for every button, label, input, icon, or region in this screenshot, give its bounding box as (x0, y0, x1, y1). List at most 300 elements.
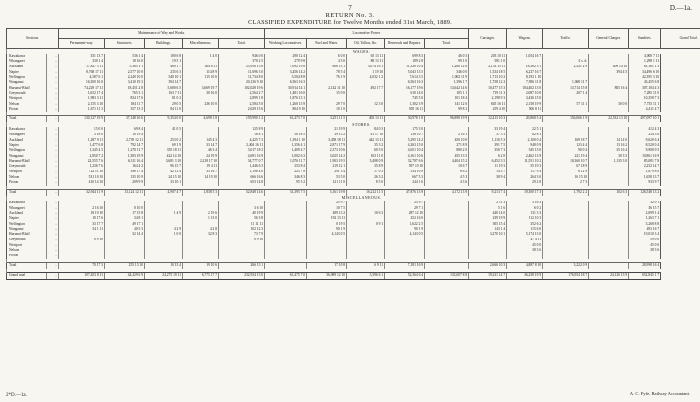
table-cell: 15 0 0 (59, 127, 105, 132)
table-cell: 4,425 7 3 (219, 138, 265, 143)
table-cell: 2,133 15 11 (469, 65, 507, 70)
table-cell: 1,983 3 11 (59, 96, 105, 101)
row-label: Auckland (7, 65, 47, 70)
table-cell: 9,354 0 0 (145, 116, 183, 123)
table-cell: 3,458 18 11 (307, 138, 347, 143)
table-cell: 40 5 3 (105, 227, 145, 232)
table-cell: 2,373 10 6 (307, 148, 347, 153)
table-cell: 78 5 4 (307, 70, 347, 75)
table-cell: 6 0 2 (507, 206, 543, 211)
table-cell: .. (47, 211, 59, 216)
table-cell: 834 17 6 (105, 96, 145, 101)
table-cell: 223 7 8 (265, 170, 307, 175)
table-cell: 1,758 12 2 (469, 80, 507, 85)
table-cell: 356 7 3 (469, 148, 507, 153)
table-cell: 101 18 4 (425, 96, 469, 101)
table-cell: 12,413 10 3 (469, 116, 507, 123)
table-cell: 5,295 14 2 (385, 138, 425, 143)
table-cell: 287 12 10 (385, 211, 425, 216)
header-general-charges: General Charges. (589, 29, 629, 49)
table-cell: 2,584 5 0 (219, 102, 265, 107)
table-cell: 221 19 4 (543, 154, 589, 159)
table-cell: 2,850 7 2 (59, 154, 105, 159)
table-cell: 1,116 5 3 (469, 138, 507, 143)
table-cell: 10 1 0 (307, 107, 347, 112)
table-cell: 17 10 8 (307, 262, 347, 269)
table-cell: 159,990 1 2 (219, 116, 265, 123)
table-cell: 107,453 8 11 (59, 272, 105, 279)
table-cell: 84 11 0 (145, 107, 183, 112)
table-cell: 73 7 9 (219, 232, 265, 237)
table-cell: 1,298 1 11 (629, 59, 661, 64)
table-cell: 36,089 12 10 (307, 272, 347, 279)
row-label: Picton (7, 180, 47, 185)
row-label: Auckland (7, 211, 47, 216)
table-cell: 19 4 11 (183, 164, 219, 169)
table-cell: 25 9 7 (385, 201, 425, 206)
header-wagons: Wagons. (507, 29, 543, 49)
table-cell: 253 0 2 (145, 138, 183, 143)
table-cell: 805 16 4 (589, 86, 629, 91)
header-renewals-repairs: Renewals and Repairs. (385, 39, 425, 49)
table-cell: 581 1 0 (469, 59, 507, 64)
table-cell: 667 5 3 (385, 175, 425, 180)
table-cell: 271 8 9 (425, 143, 469, 148)
table-cell: 3,074 16 1 (347, 65, 385, 70)
table-cell: 59 0 0 (629, 238, 661, 243)
table-cell: 6,237 16 7 (507, 70, 543, 75)
table-cell: 34 8 1 (105, 216, 145, 221)
table-cell: 4,172 13 9 (425, 189, 469, 196)
table-cell: 1,446 6 3 (219, 164, 265, 169)
table-cell: 2,404 16 11 (219, 143, 265, 148)
table-cell: 0 19 5 (307, 222, 347, 227)
table-cell: 351 13 7 (59, 54, 105, 59)
table-cell: .. (47, 262, 59, 269)
table-cell: .. (47, 65, 59, 70)
table-cell: .. (47, 170, 59, 175)
table-cell: 11,734 8 0 (219, 75, 265, 80)
table-cell: 33 14 7 (183, 143, 219, 148)
table-cell: 175 3 0 (385, 127, 425, 132)
table-cell: 24 15 10 (145, 175, 183, 180)
table-cell: 2,739 12 11 (105, 138, 145, 143)
table-cell: 23,956 15 6 (219, 65, 265, 70)
table-cell: 32,944 11 9 (59, 189, 105, 196)
table-cell: 1,622 2 5 (385, 222, 425, 227)
table-cell: 2,155 3 10 (59, 102, 105, 107)
table-cell: 1,792 2 2 (543, 189, 589, 196)
table-cell: 2 19 6 (183, 211, 219, 216)
table-cell: 138 10 7 (385, 133, 425, 138)
table-cell: 35 16 4 (589, 148, 629, 153)
table-cell: 1,658 13 7 (629, 175, 661, 180)
page-number: 7 (348, 4, 352, 12)
table-cell: 42 13 4 (145, 170, 183, 175)
row-label: Picton (7, 254, 47, 259)
table-cell: 396 17 4 (105, 170, 145, 175)
table-cell: 6,563 16 3 (385, 80, 425, 85)
table-cell: 115 6 0 (507, 227, 543, 232)
table-cell: 99 8 2 (425, 107, 469, 112)
table-cell: .. (47, 116, 59, 123)
table-cell: 36 15 7 (629, 206, 661, 211)
table-cell: 42,395 3 10 (629, 75, 661, 80)
table-cell: 4,651 10 4 (385, 148, 425, 153)
table-cell: 28,998 16 4 (629, 262, 661, 269)
table-cell: 176,954 18 7 (543, 272, 589, 279)
table-cell: 9,620 6 4 (629, 138, 661, 143)
table-cell: 5,043 13 5 (385, 70, 425, 75)
table-cell: 5,365 1 1 (105, 65, 145, 70)
table-cell: 102 6 3 (589, 189, 629, 196)
header-structures: Structures. (105, 39, 145, 49)
table-cell: 35 8 9 (347, 164, 385, 169)
table-cell: 4 2 8 (183, 227, 219, 232)
signature: A. C. Fyfe, Railway Accountant. (629, 391, 690, 396)
table-cell: 2,158 19 9 (507, 102, 543, 107)
row-label: Nelson (7, 248, 47, 253)
table-cell: 259 4 10 (469, 107, 507, 112)
table-cell: 19,231 14 7 (469, 272, 507, 279)
table-cell: .. (47, 154, 59, 159)
table-cell: 17 0 3 (347, 170, 385, 175)
table-cell: 546 0 0 (425, 70, 469, 75)
section-heading: WAGES. (7, 49, 700, 55)
table-cell: 13,124 12 11 (105, 189, 145, 196)
table-cell: 1,068 11 7 (543, 80, 589, 85)
table-cell: 394 4 5 (589, 70, 629, 75)
table-cell: 2,577 10 0 (105, 70, 145, 75)
table-cell: 34,777 0 7 (219, 159, 265, 164)
table-cell: 652,845 1 7 (629, 272, 661, 279)
header-sections: Sections. (7, 29, 59, 49)
grand-total-row (7, 272, 700, 279)
table-cell: 3,681 3 10 (145, 159, 183, 164)
table-cell: 2,899 1 8 (219, 96, 265, 101)
table-cell: 1,076 11 7 (265, 159, 307, 164)
table-cell: 61,161 1 3 (629, 65, 661, 70)
table-cell: 2,087 10 0 (507, 91, 543, 96)
table-cell: .. (47, 102, 59, 107)
table-cell: .. (47, 175, 59, 180)
table-cell: 46 0 3 (425, 54, 469, 59)
table-cell: 115 10 6 (183, 75, 219, 80)
table-cell: 88 13 11 (347, 59, 385, 64)
table-cell: 948 0 9 (507, 143, 543, 148)
table-cell: 12 3 0 (347, 102, 385, 107)
table-cell: 60 5 0 (347, 148, 385, 153)
table-cell: 606 13 1 (307, 65, 347, 70)
table-cell: 62 8 3 (507, 133, 543, 138)
section-heading: STORES. (7, 122, 700, 127)
table-cell: 2,218 17 10 (183, 159, 219, 164)
table-cell: 666 16 6 (219, 175, 265, 180)
table-cell: 305 15 4 (469, 222, 507, 227)
table-cell: 236 10 0 (183, 102, 219, 107)
table-cell: 10 17 6 (59, 216, 105, 221)
row-label: Whangarei (7, 59, 47, 64)
table-cell: 40 19 9 (219, 211, 265, 216)
table-cell: 10 13 4 (145, 262, 183, 269)
table-cell: 2,100 0 4 (507, 138, 543, 143)
table-cell: .. (47, 189, 59, 196)
table-cell: 19,300 17 3 (507, 189, 543, 196)
table-cell: 2,521 2 9 (543, 65, 589, 70)
table-cell: 33 10 1 (145, 180, 183, 185)
table-cell: 24,275 19 11 (145, 272, 183, 279)
table-cell: 1,394 1 10 (265, 138, 307, 143)
table-cell: 70 17 3 (59, 262, 105, 269)
table-cell: 11,696 3 0 (219, 70, 265, 75)
table-cell: 7,614 3 5 (385, 75, 425, 80)
table-cell: 30,914 14 1 (265, 86, 307, 91)
table-cell: 307,104 4 3 (629, 86, 661, 91)
table-cell: 96,898 19 9 (425, 116, 469, 123)
table-cell: 11 11 11 (219, 222, 265, 227)
table-cell: 4,161 10 6 (385, 154, 425, 159)
table-cell: 1,409 4 7 (265, 148, 307, 153)
table-cell: 5,174 13 0 (507, 232, 543, 237)
table-cell: 0 9 1 (347, 222, 385, 227)
table-cell: 10 6 7 (425, 164, 469, 169)
table-cell: 3,270 10 1 (469, 232, 507, 237)
table-cell: 13,714 15 8 (543, 86, 589, 91)
table-cell: 1 0 0 (145, 232, 183, 237)
row-label: Greymouth (7, 164, 47, 169)
table-cell: 9,900 0 5 (629, 148, 661, 153)
table-cell: 2 11 3 (469, 201, 507, 206)
table-cell: 117 9 4 (507, 170, 543, 175)
table-cell: 45 0 0 (507, 243, 543, 248)
table-cell: 67 18 9 (543, 164, 589, 169)
table-cell: 123 4 4 (543, 143, 589, 148)
table-cell: 403 13 11 (347, 116, 385, 123)
table-cell: 531 10 10 (59, 175, 105, 180)
table-cell: 1,302 3 9 (385, 102, 425, 107)
table-cell: 5,680 6 5 (145, 86, 183, 91)
table-cell: 2 16 10 (59, 206, 105, 211)
table-cell: 16,300 16 0 (59, 80, 105, 85)
table-cell: 346 8 3 (265, 175, 307, 180)
table-cell: 4,907 4 7 (145, 189, 183, 196)
table-cell: .. (47, 180, 59, 185)
table-cell: .. (47, 148, 59, 153)
table-cell: 17 15 8 (105, 211, 145, 216)
table-cell: 394 14 7 (145, 80, 183, 85)
table-cell: 61,473 7 0 (265, 116, 307, 123)
table-cell: 90 0 4 (543, 148, 589, 153)
table-cell: 2,099 1 4 (629, 211, 661, 216)
row-label: Hurunui-Bluff (7, 159, 47, 164)
table-cell: 4,032 1 2 (347, 75, 385, 80)
table-cell: 3,251 11 5 (307, 116, 347, 123)
table-cell: .. (47, 138, 59, 143)
row-label: Kawakawa (7, 54, 47, 59)
table-cell: 255 13 10 (105, 262, 145, 269)
table-cell: 7,285 11 0 (629, 91, 661, 96)
table-cell: 1 19 10 (347, 70, 385, 75)
table-cell: 219 12 1 (307, 164, 347, 169)
table-cell: £ s. d. (543, 59, 589, 64)
table-cell: 6 6 2 (425, 170, 469, 175)
table-cell: 14 14 0 (589, 138, 629, 143)
table-cell: 440 14 0 (469, 211, 507, 216)
table-cell: 126,548 13 2 (629, 189, 661, 196)
header-grand-total: Grand Total. (661, 29, 700, 49)
table-cell: 76 1 9 (307, 75, 347, 80)
table-cell: 13,642 14 6 (425, 86, 469, 91)
ledger-body (7, 49, 700, 280)
table-cell: 4,411 4 7 (629, 107, 661, 112)
table-cell: 3,669 19 7 (183, 86, 219, 91)
row-label: Kawakawa (7, 127, 47, 132)
row-label: Picton (7, 107, 47, 112)
table-cell: .. (47, 133, 59, 138)
row-label: Wellington (7, 222, 47, 227)
table-cell: 53 5 0 (307, 175, 347, 180)
table-cell: 234 3 6 (629, 133, 661, 138)
table-cell: 20,136 9 10 (219, 80, 265, 85)
table-cell: .. (47, 59, 59, 64)
row-label: Napier (7, 70, 47, 75)
table-cell: 290 12 4 (265, 54, 307, 59)
table-cell: 103 11 0 (347, 154, 385, 159)
table-cell: 19 5 1 (145, 59, 183, 64)
table-cell: 699 8 3 (385, 54, 425, 59)
table-cell: 370 2 5 (219, 59, 265, 64)
table-cell: 105 1 1 (425, 91, 469, 96)
table-cell: 0 9 10 (59, 238, 105, 243)
table-cell: 44,429 6 9 (105, 272, 145, 279)
row-label: Wanganui (7, 154, 47, 159)
table-cell: 1,260 12 6 (425, 65, 469, 70)
table-cell: 3 16 3 (507, 201, 543, 206)
table-cell: 4,404 15 2 (425, 159, 469, 164)
table-cell: 100 6 8 (145, 54, 183, 59)
table-cell: 3,268 8 8 (629, 222, 661, 227)
table-cell: 232,934 13 0 (219, 272, 265, 279)
header-oil-tallow: Oil, Tallow, &c. (347, 39, 385, 49)
table-cell: .. (47, 201, 59, 206)
table-cell: 4,698 1 8 (183, 116, 219, 123)
table-cell: 25 9 7 (307, 201, 347, 206)
table-cell: 31,395 7 5 (265, 189, 307, 196)
table-cell: 3,017 18 3 (219, 148, 265, 153)
row-label: Wellington (7, 148, 47, 153)
table-cell: .. (47, 70, 59, 75)
table-cell: 3 6 10 (219, 206, 265, 211)
table-cell: 653 14 8 (219, 180, 265, 185)
table-cell: .. (47, 238, 59, 243)
table-cell: 3,222 0 9 (543, 262, 589, 269)
table-cell: .. (47, 80, 59, 85)
table-cell: 14 3 7 (469, 170, 507, 175)
table-cell: 49 17 1 (105, 222, 145, 227)
table-cell: 6 12 9 (543, 170, 589, 175)
table-cell: 4,143 0 5 (385, 232, 425, 237)
table-cell: 114 8 9 (183, 70, 219, 75)
row-label: Greymouth (7, 91, 47, 96)
table-cell: 1 4 9 (145, 211, 183, 216)
table-cell: 14 19 10 (183, 175, 219, 180)
table-cell: 497,097 10 1 (629, 116, 661, 123)
table-cell: 442 13 11 (347, 138, 385, 143)
table-cell: 65 13 11 (347, 54, 385, 59)
table-cell: 1,879 8 0 (629, 170, 661, 175)
table-cell: .. (47, 86, 59, 91)
table-cell: .. (47, 232, 59, 237)
table-cell: 1,002 6 3 (265, 154, 307, 159)
row-label: Napier (7, 216, 47, 221)
table-cell: 141 12 0 (425, 102, 469, 107)
table-cell: 61,475 7 0 (265, 272, 307, 279)
table-cell: 104,402 13 0 (507, 86, 543, 91)
row-label: Nelson (7, 175, 47, 180)
table-cell: .. (47, 107, 59, 112)
table-cell: 135 10 9 (105, 175, 145, 180)
table-cell: .. (47, 54, 59, 59)
table-cell: 8,768 17 11 (59, 70, 105, 75)
table-cell: 16 8 1 (219, 133, 265, 138)
table-cell: 1,481 16 0 (265, 91, 307, 96)
table-cell: 37,148 16 6 (105, 116, 145, 123)
table-cell: 279 9 8 (265, 59, 307, 64)
table-cell: 2,564 2 7 (219, 91, 265, 96)
table-cell: 10,477 15 3 (469, 86, 507, 91)
table-cell: 207 1 4 (543, 91, 589, 96)
table-cell: 1,196 4 0 (219, 170, 265, 175)
table-cell: 37 5 3 (469, 133, 507, 138)
table-cell: 450 10 0 (425, 138, 469, 143)
table-cell: .. (47, 75, 59, 80)
table-cell: 4,263 15 0 (385, 143, 425, 148)
table-cell: 125 8 9 (219, 127, 265, 132)
header-sundries: Sundries. (629, 29, 661, 49)
table-cell: 189 2 8 (385, 59, 425, 64)
table-cell: 460 1 7 (145, 65, 183, 70)
table-cell: 99 1 0 (425, 59, 469, 64)
table-cell: 32,787 6 6 (385, 159, 425, 164)
table-cell: 412 4 3 (629, 127, 661, 132)
table-cell: 19 10 6 (183, 262, 219, 269)
table-cell: 43,455 6 8 (629, 80, 661, 85)
table-cell: 745 5 0 (385, 96, 425, 101)
table-cell: 264 3 0 (507, 175, 543, 180)
table-cell: 184 11 7 (105, 102, 145, 107)
table-cell: 32 14 4 (105, 232, 145, 237)
table-cell: 18 19 10 (59, 211, 105, 216)
table-cell: 1 13 0 (183, 216, 219, 221)
table-cell: 163 7 11 (145, 91, 183, 96)
table-cell: 4 2 9 (145, 227, 183, 232)
table-cell: 5,161 19 8 (307, 189, 347, 196)
table-cell: .. (47, 127, 59, 132)
table-cell: 2,871 17 9 (307, 143, 347, 148)
table-cell: 391 7 5 (469, 143, 507, 148)
header-locomotive-total: Total. (425, 39, 469, 49)
table-cell: 3,410 19 3 (105, 80, 145, 85)
table-cell: 3,504 8 8 (265, 75, 307, 80)
table-cell: 534 10 9 (385, 170, 425, 175)
table-cell: 505 16 11 (385, 107, 425, 112)
table-cell: .. (47, 91, 59, 96)
table-cell: 6 0 0 (307, 54, 347, 59)
table-cell: 722 11 10 (59, 170, 105, 175)
expenditure-table (6, 28, 700, 280)
table-cell: 56 18 5 (265, 133, 307, 138)
table-cell: 719 11 3 (469, 91, 507, 96)
